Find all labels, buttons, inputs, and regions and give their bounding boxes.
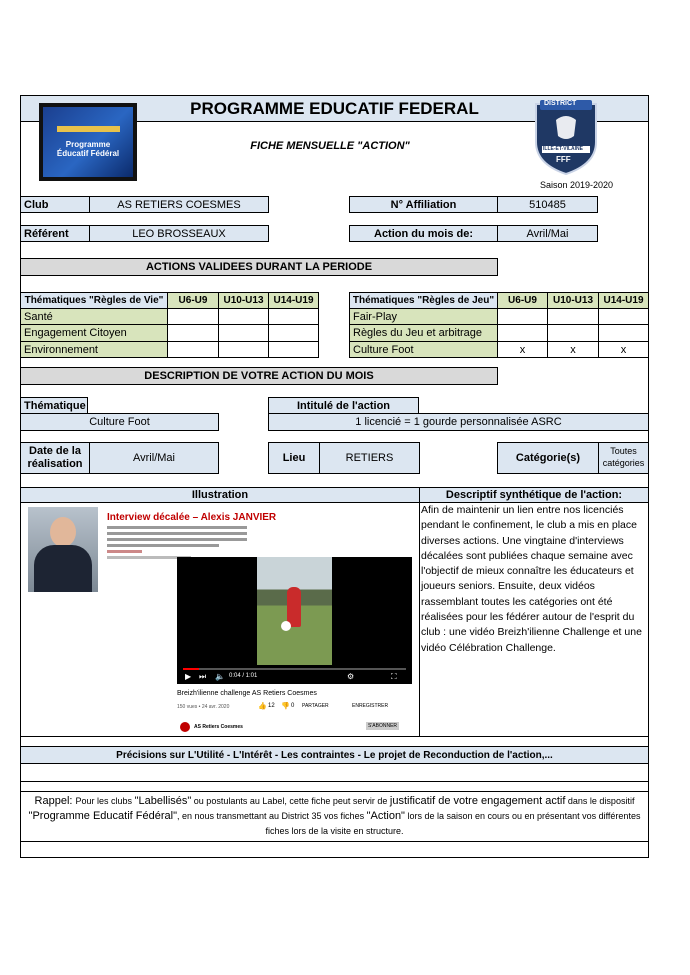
action-month-value[interactable]: Avril/Mai <box>497 225 598 242</box>
lieu-label: Lieu <box>268 442 320 474</box>
video-meta: 150 vues • 24 avr. 2020 <box>177 704 230 710</box>
precisions-line <box>20 781 649 782</box>
logo-line-2: Éducatif Fédéral <box>56 149 120 158</box>
crest-fff-text: FFF <box>556 155 571 164</box>
article-text-placeholder <box>107 526 247 559</box>
subscribe-button[interactable]: S'ABONNER <box>368 723 398 729</box>
game-col-u14: U14-U19 <box>598 292 649 309</box>
thematique-value[interactable]: Culture Foot <box>20 413 219 431</box>
life-col-u6: U6-U9 <box>167 292 219 309</box>
form-title: PROGRAMME EDUCATIF FEDERAL <box>20 95 649 122</box>
rappel-p10: lors de la saison en cours ou en présentant vos différentes fiches lors de la visite en structure. <box>265 811 641 836</box>
life-mark-sante-u14[interactable] <box>268 308 319 325</box>
life-row-environnement: Environnement <box>20 341 168 358</box>
game-rules-header: Thématiques "Règles de Jeu" <box>349 292 498 309</box>
categorie-value[interactable]: Toutes catégories <box>598 442 649 474</box>
district-crest <box>530 98 602 176</box>
article-title[interactable]: Interview décalée – Alexis JANVIER <box>107 512 277 523</box>
save-button[interactable]: ENREGISTRER <box>352 703 389 709</box>
description-section-title: DESCRIPTION DE VOTRE ACTION DU MOIS <box>20 367 498 385</box>
precisions-header: Précisions sur L'Utilité - L'Intérêt - Les contraintes - Le projet de Reconduction de l'action,... <box>20 746 649 764</box>
crest-shield-icon <box>530 98 602 176</box>
date-label: Date de la réalisation <box>20 442 90 474</box>
descriptif-header: Descriptif synthétique de l'action: <box>419 487 649 503</box>
channel-avatar[interactable] <box>180 722 190 732</box>
date-value[interactable]: Avril/Mai <box>89 442 219 474</box>
life-col-u10: U10-U13 <box>218 292 269 309</box>
life-mark-environnement-u6[interactable] <box>167 341 219 358</box>
life-col-u14: U14-U19 <box>268 292 319 309</box>
rappel-p4: ou postulants au Label, cette fiche peut servir de <box>191 796 390 806</box>
game-mark-fairplay-u10[interactable] <box>547 308 599 325</box>
video-player[interactable] <box>177 557 412 684</box>
life-mark-engagement-u10[interactable] <box>218 324 269 342</box>
settings-icon[interactable]: ⚙ <box>347 672 355 681</box>
season-label: Saison 2019-2020 <box>540 180 614 190</box>
game-mark-regles-u10[interactable] <box>547 324 599 342</box>
form-subtitle: FICHE MENSUELLE "ACTION" <box>250 140 410 152</box>
life-mark-environnement-u14[interactable] <box>268 341 319 358</box>
game-mark-regles-u6[interactable] <box>497 324 548 342</box>
rappel-p8: , en nous transmettant au District 35 vos fiches <box>176 811 367 821</box>
intitule-value[interactable]: 1 licencié = 1 gourde personnalisée ASRC <box>268 413 649 431</box>
life-rules-header: Thématiques "Règles de Vie" <box>20 292 168 309</box>
intitule-label: Intitulé de l'action <box>268 397 419 414</box>
rappel-p9: "Action" <box>366 810 405 822</box>
crest-district-text: DISTRICT <box>544 100 577 107</box>
game-mark-culture-u10[interactable]: x <box>547 341 599 358</box>
rappel-top-line <box>20 791 649 792</box>
game-row-regles: Règles du Jeu et arbitrage <box>349 324 498 342</box>
thematique-label: Thématique <box>20 397 88 414</box>
logo-line-1: Programme <box>65 140 111 149</box>
video-ball <box>281 621 291 631</box>
club-value[interactable]: AS RETIERS COESMES <box>89 196 269 213</box>
illustration-header: Illustration <box>20 487 420 503</box>
like-icon[interactable]: 👍 <box>258 703 267 710</box>
life-mark-sante-u10[interactable] <box>218 308 269 325</box>
video-progress-bar[interactable] <box>183 668 406 670</box>
actions-section-title: ACTIONS VALIDEES DURANT LA PERIODE <box>20 258 498 276</box>
rappel-bottom-line <box>20 841 649 842</box>
channel-name[interactable]: AS Retiers Coesmes <box>194 724 243 730</box>
video-progress-fill <box>183 668 199 670</box>
life-mark-engagement-u14[interactable] <box>268 324 319 342</box>
life-mark-engagement-u6[interactable] <box>167 324 219 342</box>
crest-region-text: ILLE-ET-VILAINE <box>543 146 583 152</box>
categorie-label: Catégorie(s) <box>497 442 599 474</box>
game-col-u6: U6-U9 <box>497 292 548 309</box>
referent-label: Référent <box>20 225 90 242</box>
game-mark-culture-u6[interactable]: x <box>497 341 548 358</box>
play-icon[interactable]: ▶ <box>185 672 192 681</box>
video-time: 0:04 / 1:01 <box>229 673 258 679</box>
game-col-u10: U10-U13 <box>547 292 599 309</box>
game-mark-regles-u14[interactable] <box>598 324 649 342</box>
volume-icon[interactable]: 🔈 <box>215 672 225 681</box>
like-count: 12 <box>268 703 275 709</box>
game-mark-fairplay-u6[interactable] <box>497 308 548 325</box>
referent-value[interactable]: LEO BROSSEAUX <box>89 225 269 242</box>
photo-jacket <box>34 545 92 592</box>
rappel-label: Rappel: <box>34 795 76 807</box>
rappel-p7: "Programme Educatif Fédéral" <box>28 810 177 822</box>
video-player-figure <box>287 587 301 627</box>
dislike-icon[interactable]: 👎 <box>281 703 290 710</box>
action-month-label: Action du mois de: <box>349 225 498 242</box>
life-mark-environnement-u10[interactable] <box>218 341 269 358</box>
next-icon[interactable]: ⏭ <box>199 672 207 681</box>
game-mark-fairplay-u14[interactable] <box>598 308 649 325</box>
game-row-culture: Culture Foot <box>349 341 498 358</box>
game-mark-culture-u14[interactable]: x <box>598 341 649 358</box>
club-label: Club <box>20 196 90 213</box>
photo-head <box>50 517 76 547</box>
rappel-text <box>22 794 647 839</box>
affiliation-label: N° Affiliation <box>349 196 498 213</box>
descriptif-text[interactable]: Afin de maintenir un lien entre nos licenciés pendant le confinement, le club a mis en place diverses actions. Une vingtaine d'interviews décalées sont publiées chaque semaine avec l'objectif de mieux connaître les éducateurs et joueurs seniors. Ensuite, deux vidéos rassemblant toutes les catégories ont été réalisées pour les fédérer autour de l'esprit du club : une vidéo Breizh'ilienne Challenge et une vidéo Célébration Challenge. <box>421 504 642 654</box>
dislike-count: 0 <box>291 703 295 709</box>
rappel-p2: Pour les clubs <box>75 796 135 806</box>
fullscreen-icon[interactable]: ⛶ <box>391 672 397 681</box>
lieu-value[interactable]: RETIERS <box>319 442 420 474</box>
life-mark-sante-u6[interactable] <box>167 308 219 325</box>
life-row-sante: Santé <box>20 308 168 325</box>
share-button[interactable]: PARTAGER <box>302 703 329 709</box>
pef-logo <box>39 103 137 181</box>
rappel-p5: justificatif de votre engagement actif <box>389 795 566 807</box>
person-photo <box>28 507 98 592</box>
video-title[interactable]: Breizh'ilienne challenge AS Retiers Coesmes <box>177 690 317 697</box>
rappel-p6: dans le dispositif <box>565 796 635 806</box>
rappel-p3: "Labellisés" <box>134 795 192 807</box>
life-row-engagement: Engagement Citoyen <box>20 324 168 342</box>
affiliation-value[interactable]: 510485 <box>497 196 598 213</box>
game-row-fairplay: Fair-Play <box>349 308 498 325</box>
